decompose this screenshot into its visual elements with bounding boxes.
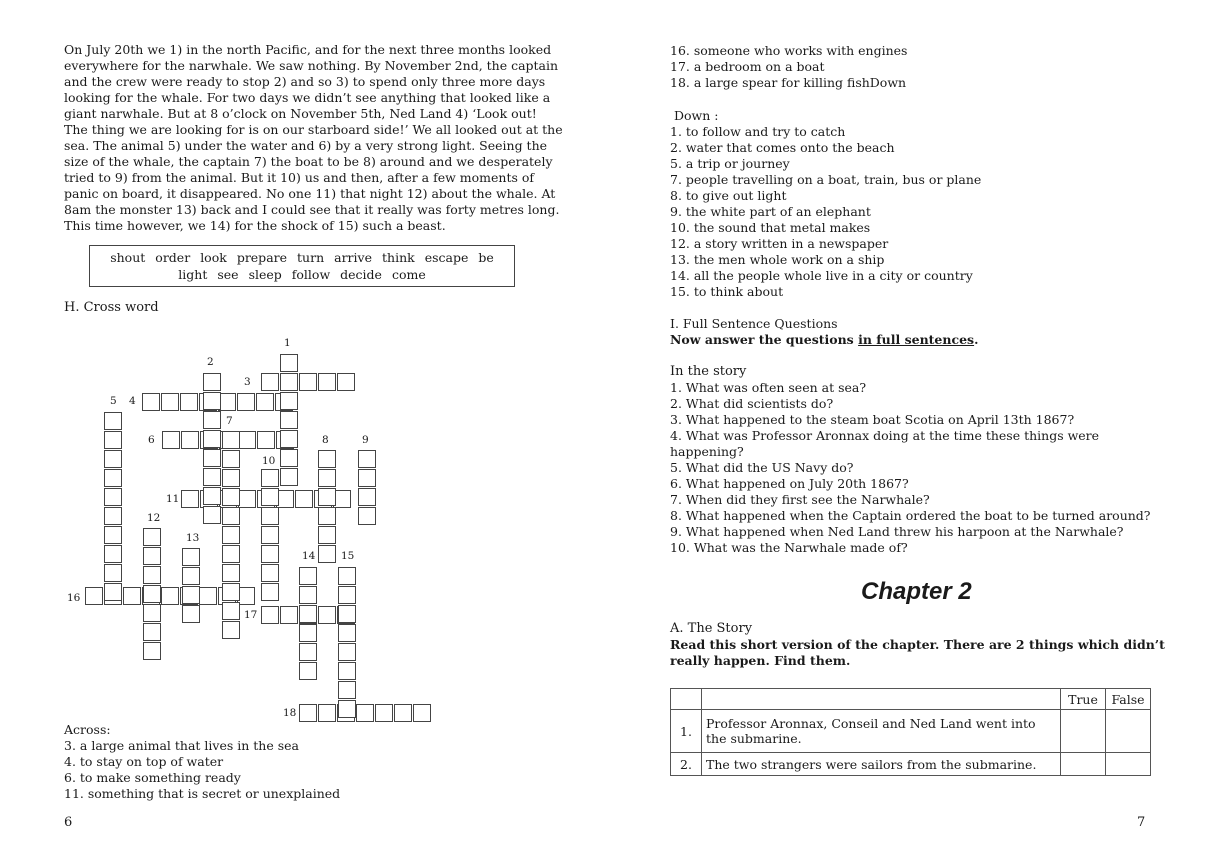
word-option: decide	[340, 267, 382, 282]
across-clue: 18. a large spear for killing fishDown	[670, 75, 907, 90]
crossword-number: 17	[244, 609, 258, 621]
crossword-cell[interactable]	[338, 567, 356, 585]
section-a-instruction: really happen. Find them.	[670, 653, 851, 668]
word-box	[89, 245, 515, 287]
header-false: False	[1106, 689, 1151, 710]
word-box-line-2	[90, 266, 514, 283]
crossword-cell[interactable]	[237, 393, 255, 411]
crossword-number: 6	[148, 434, 155, 446]
question: 8. What happened when the Captain ordered the boat to be turned around?	[670, 508, 1151, 523]
down-clue: 12. a story written in a newspaper	[670, 236, 889, 251]
header-cell-empty	[671, 689, 702, 710]
crossword-cell[interactable]	[394, 704, 412, 722]
false-answer-cell[interactable]	[1106, 753, 1151, 776]
crossword-number: 12	[147, 512, 161, 524]
crossword-number: 11	[166, 493, 180, 505]
crossword-cell[interactable]	[299, 373, 317, 391]
crossword-cell[interactable]	[222, 431, 240, 449]
down-clue: 14. all the people whole live in a city or country	[670, 268, 973, 283]
crossword-cell[interactable]	[318, 545, 336, 563]
crossword-cell[interactable]	[280, 392, 298, 410]
crossword-number: 9	[362, 434, 369, 446]
crossword-cell[interactable]	[358, 469, 376, 487]
crossword-cell[interactable]	[182, 586, 200, 604]
crossword-cell[interactable]	[182, 567, 200, 585]
story-line: The thing we are looking for is on our starboard side!’ We all looked out at the	[64, 122, 563, 137]
crossword-cell[interactable]	[104, 564, 122, 582]
crossword-cell[interactable]	[161, 587, 179, 605]
crossword-cell[interactable]	[261, 583, 279, 601]
crossword-number: 13	[186, 532, 200, 544]
crossword-cell[interactable]	[299, 662, 317, 680]
crossword-cell[interactable]	[375, 704, 393, 722]
table-header-row	[671, 689, 1151, 710]
crossword-cell[interactable]	[203, 449, 221, 467]
story-line: This time however, we 14) for the shock of 15) such a beast.	[64, 218, 446, 233]
crossword-cell[interactable]	[222, 621, 240, 639]
crossword-cell[interactable]	[199, 587, 217, 605]
crossword-cell[interactable]	[356, 704, 374, 722]
question: 2. What did scientists do?	[670, 396, 834, 411]
crossword-cell[interactable]	[203, 392, 221, 410]
crossword-cell[interactable]	[280, 411, 298, 429]
crossword-number: 16	[67, 592, 81, 604]
crossword-cell[interactable]	[123, 587, 141, 605]
crossword-cell[interactable]	[280, 468, 298, 486]
crossword-cell[interactable]	[261, 507, 279, 525]
table-row	[671, 710, 1151, 753]
word-option: see	[217, 267, 239, 282]
crossword-cell[interactable]	[203, 411, 221, 429]
across-clue: 16. someone who works with engines	[670, 43, 908, 58]
crossword-cell[interactable]	[104, 450, 122, 468]
crossword-cell[interactable]	[261, 373, 279, 391]
down-clue: 5. a trip or journey	[670, 156, 790, 171]
crossword-cell[interactable]	[85, 587, 103, 605]
crossword-cell[interactable]	[338, 624, 356, 642]
question: 3. What happened to the steam boat Scotia on April 13th 1867?	[670, 412, 1075, 427]
crossword-cell[interactable]	[203, 506, 221, 524]
crossword-number: 14	[302, 550, 316, 562]
word-option: escape	[424, 250, 469, 265]
crossword-cell[interactable]	[203, 430, 221, 448]
crossword-cell[interactable]	[358, 488, 376, 506]
crossword-cell[interactable]	[318, 606, 336, 624]
crossword-cell[interactable]	[180, 393, 198, 411]
crossword-cell[interactable]	[222, 507, 240, 525]
crossword-cell[interactable]	[182, 605, 200, 623]
across-clues	[64, 722, 340, 802]
crossword-cell[interactable]	[338, 681, 356, 699]
crossword-cell[interactable]	[280, 606, 298, 624]
crossword-cell[interactable]	[261, 564, 279, 582]
crossword-cell[interactable]	[143, 604, 161, 622]
down-clue: 15. to think about	[670, 284, 784, 299]
crossword-cell[interactable]	[338, 586, 356, 604]
crossword-cell[interactable]	[318, 469, 336, 487]
story-line: tried to 9) from the animal. But it 10) us and then, after a few moments of	[64, 170, 535, 185]
crossword-number: 5	[110, 395, 117, 407]
word-option: think	[382, 250, 415, 265]
across-heading: Across:	[64, 722, 111, 737]
section-i-title: I. Full Sentence Questions	[670, 316, 838, 331]
down-clue: 13. the men whole work on a ship	[670, 252, 885, 267]
story-line: everywhere for the narwhale. We saw nothing. By November 2nd, the captain	[64, 58, 559, 73]
crossword-cell[interactable]	[222, 602, 240, 620]
story-line: giant narwhale. But at 8 o’clock on November 5th, Ned Land 4) ‘Look out!	[64, 106, 537, 121]
crossword-cell[interactable]	[161, 393, 179, 411]
word-option: prepare	[236, 250, 288, 265]
row-number: 2.	[671, 753, 702, 776]
question: 1. What was often seen at sea?	[670, 380, 867, 395]
word-option: order	[155, 250, 191, 265]
story-line: sea. The animal 5) under the water and 6) by a very strong light. Seeing the	[64, 138, 548, 153]
crossword-cell[interactable]	[299, 567, 317, 585]
crossword-cell[interactable]	[203, 373, 221, 391]
crossword-cell[interactable]	[182, 548, 200, 566]
right-page	[606, 0, 1213, 866]
crossword-number: 15	[341, 550, 355, 562]
crossword-number: 10	[262, 455, 276, 467]
question: 9. What happened when Ned Land threw his harpoon at the Narwhale?	[670, 524, 1124, 539]
word-option: sleep	[248, 267, 282, 282]
crossword-cell[interactable]	[222, 545, 240, 563]
story-line: and the crew were ready to stop 2) and so 3) to spend only three more days	[64, 74, 546, 89]
story-paragraph	[64, 42, 563, 234]
crossword-cell[interactable]	[203, 487, 221, 505]
story-line: 8am the monster 13) back and I could see that it really was forty metres long.	[64, 202, 560, 217]
false-answer-cell[interactable]	[1106, 710, 1151, 753]
crossword-cell[interactable]	[280, 430, 298, 448]
crossword-number: 18	[283, 707, 297, 719]
question: happening?	[670, 444, 744, 459]
crossword-cell[interactable]	[238, 490, 256, 508]
crossword-cell[interactable]	[299, 586, 317, 604]
row-number: 1.	[671, 710, 702, 753]
crossword-cell[interactable]	[203, 468, 221, 486]
question: 5. What did the US Navy do?	[670, 460, 854, 475]
crossword-cell[interactable]	[358, 507, 376, 525]
story-heading: In the story	[670, 364, 747, 379]
word-box-line-1	[90, 249, 514, 266]
crossword-cell[interactable]	[143, 642, 161, 660]
story-line: On July 20th we 1) in the north Pacific, and for the next three months looked	[64, 42, 552, 57]
crossword-cell[interactable]	[162, 431, 180, 449]
crossword-cell[interactable]	[238, 431, 256, 449]
across-clue: 4. to stay on top of water	[64, 754, 224, 769]
crossword-cell[interactable]	[143, 547, 161, 565]
word-option: be	[478, 250, 494, 265]
down-clue: 2. water that comes onto the beach	[670, 140, 895, 155]
crossword-cell[interactable]	[104, 488, 122, 506]
crossword-heading: H. Cross word	[64, 300, 159, 315]
down-clues	[670, 108, 981, 300]
crossword-cell[interactable]	[256, 393, 274, 411]
questions-list	[670, 364, 1151, 556]
crossword-cell[interactable]	[143, 528, 161, 546]
true-false-table	[670, 688, 1151, 776]
crossword-cell[interactable]	[280, 449, 298, 467]
chapter-title: Chapter 2	[861, 578, 972, 605]
crossword-cell[interactable]	[181, 431, 199, 449]
story-line: size of the whale, the captain 7) the boat to be 8) around and we desperately	[64, 154, 553, 169]
word-option: come	[391, 267, 426, 282]
crossword-cell[interactable]	[104, 469, 122, 487]
crossword-number: 2	[207, 356, 214, 368]
crossword-cell[interactable]	[104, 526, 122, 544]
crossword-cell[interactable]	[143, 623, 161, 641]
across-clue: 11. something that is secret or unexplained	[64, 786, 341, 801]
crossword-cell[interactable]	[261, 545, 279, 563]
story-line: panic on board, it disappeared. No one 11) that night 12) about the whale. At	[64, 186, 556, 201]
crossword-cell[interactable]	[318, 488, 336, 506]
word-option: turn	[297, 250, 325, 265]
section-a-title: A. The Story	[670, 621, 753, 636]
header-cell-empty	[702, 689, 1061, 710]
question: 7. When did they first see the Narwhale?	[670, 492, 930, 507]
word-option: shout	[110, 250, 146, 265]
word-option: light	[178, 267, 208, 282]
crossword-cell[interactable]	[261, 526, 279, 544]
crossword-cell[interactable]	[280, 373, 298, 391]
crossword-cell[interactable]	[358, 450, 376, 468]
crossword-number: 4	[129, 395, 136, 407]
crossword-cell[interactable]	[338, 700, 356, 718]
question: 4. What was Professor Aronnax doing at the time these things were	[670, 428, 1100, 443]
instruction-text: Now answer the questions	[670, 332, 859, 347]
crossword-cell[interactable]	[222, 469, 240, 487]
crossword-cell[interactable]	[318, 526, 336, 544]
crossword-cell[interactable]	[338, 643, 356, 661]
row-text: Professor Aronnax, Conseil and Ned Land went into the submarine.	[702, 710, 1061, 753]
crossword-cell[interactable]	[280, 354, 298, 372]
crossword-cell[interactable]	[261, 606, 279, 624]
word-option: look	[200, 250, 227, 265]
page-number: 7	[1137, 815, 1146, 830]
crossword-cell[interactable]	[104, 431, 122, 449]
crossword-cell[interactable]	[104, 583, 122, 601]
across-clues-continued	[670, 43, 907, 91]
crossword-cell[interactable]	[222, 583, 240, 601]
across-clue: 3. a large animal that lives in the sea	[64, 738, 299, 753]
crossword-cell[interactable]	[413, 704, 431, 722]
section-i-instruction	[670, 332, 978, 348]
crossword-cell[interactable]	[299, 605, 317, 623]
crossword-cell[interactable]	[299, 643, 317, 661]
crossword-cell[interactable]	[222, 526, 240, 544]
across-clue: 17. a bedroom on a boat	[670, 59, 825, 74]
instruction-underlined: in full sentences	[858, 332, 975, 347]
section-a-instruction: Read this short version of the chapter. There are 2 things which didn’t	[670, 637, 1165, 652]
question: 6. What happened on July 20th 1867?	[670, 476, 909, 491]
crossword-cell[interactable]	[261, 469, 279, 487]
crossword-cell[interactable]	[222, 564, 240, 582]
crossword-number: 1	[284, 337, 291, 349]
header-true: True	[1061, 689, 1106, 710]
crossword-cell[interactable]	[104, 412, 122, 430]
down-clue: 9. the white part of an elephant	[670, 204, 871, 219]
section-a	[670, 621, 1165, 669]
crossword-cell[interactable]	[143, 566, 161, 584]
crossword-cell[interactable]	[318, 507, 336, 525]
crossword-cell[interactable]	[104, 545, 122, 563]
crossword-cell[interactable]	[318, 450, 336, 468]
crossword-cell[interactable]	[338, 662, 356, 680]
left-page	[0, 0, 606, 866]
instruction-period: .	[974, 332, 979, 347]
section-i	[670, 316, 978, 348]
down-clue: 8. to give out light	[670, 188, 787, 203]
crossword-cell[interactable]	[222, 488, 240, 506]
true-answer-cell[interactable]	[1061, 753, 1106, 776]
crossword-number: 7	[226, 415, 233, 427]
crossword-number: 8	[322, 434, 329, 446]
crossword-cell[interactable]	[142, 393, 160, 411]
table-row	[671, 753, 1151, 776]
crossword-cell[interactable]	[299, 624, 317, 642]
crossword-cell[interactable]	[143, 585, 161, 603]
down-clue: 1. to follow and try to catch	[670, 124, 846, 139]
page-number: 6	[64, 815, 73, 830]
down-clue: 10. the sound that metal makes	[670, 220, 871, 235]
crossword-cell[interactable]	[337, 373, 355, 391]
down-clue: 7. people travelling on a boat, train, bus or plane	[670, 172, 982, 187]
crossword-number: 3	[244, 376, 251, 388]
crossword-cell[interactable]	[295, 490, 313, 508]
crossword-cell[interactable]	[222, 450, 240, 468]
crossword-cell[interactable]	[299, 704, 317, 722]
crossword-cell[interactable]	[257, 431, 275, 449]
story-line: looking for the whale. For two days we didn’t see anything that looked like a	[64, 90, 551, 105]
question: 10. What was the Narwhale made of?	[670, 540, 908, 555]
word-option: follow	[291, 267, 331, 282]
row-text: The two strangers were sailors from the submarine.	[702, 753, 1061, 776]
crossword-cell[interactable]	[338, 605, 356, 623]
true-answer-cell[interactable]	[1061, 710, 1106, 753]
crossword-cell[interactable]	[261, 488, 279, 506]
crossword-cell[interactable]	[318, 373, 336, 391]
across-clue: 6. to make something ready	[64, 770, 241, 785]
crossword-cell[interactable]	[181, 490, 199, 508]
crossword-cell[interactable]	[318, 704, 336, 722]
crossword-cell[interactable]	[104, 507, 122, 525]
down-heading: Down :	[674, 108, 719, 123]
word-option: arrive	[334, 250, 372, 265]
